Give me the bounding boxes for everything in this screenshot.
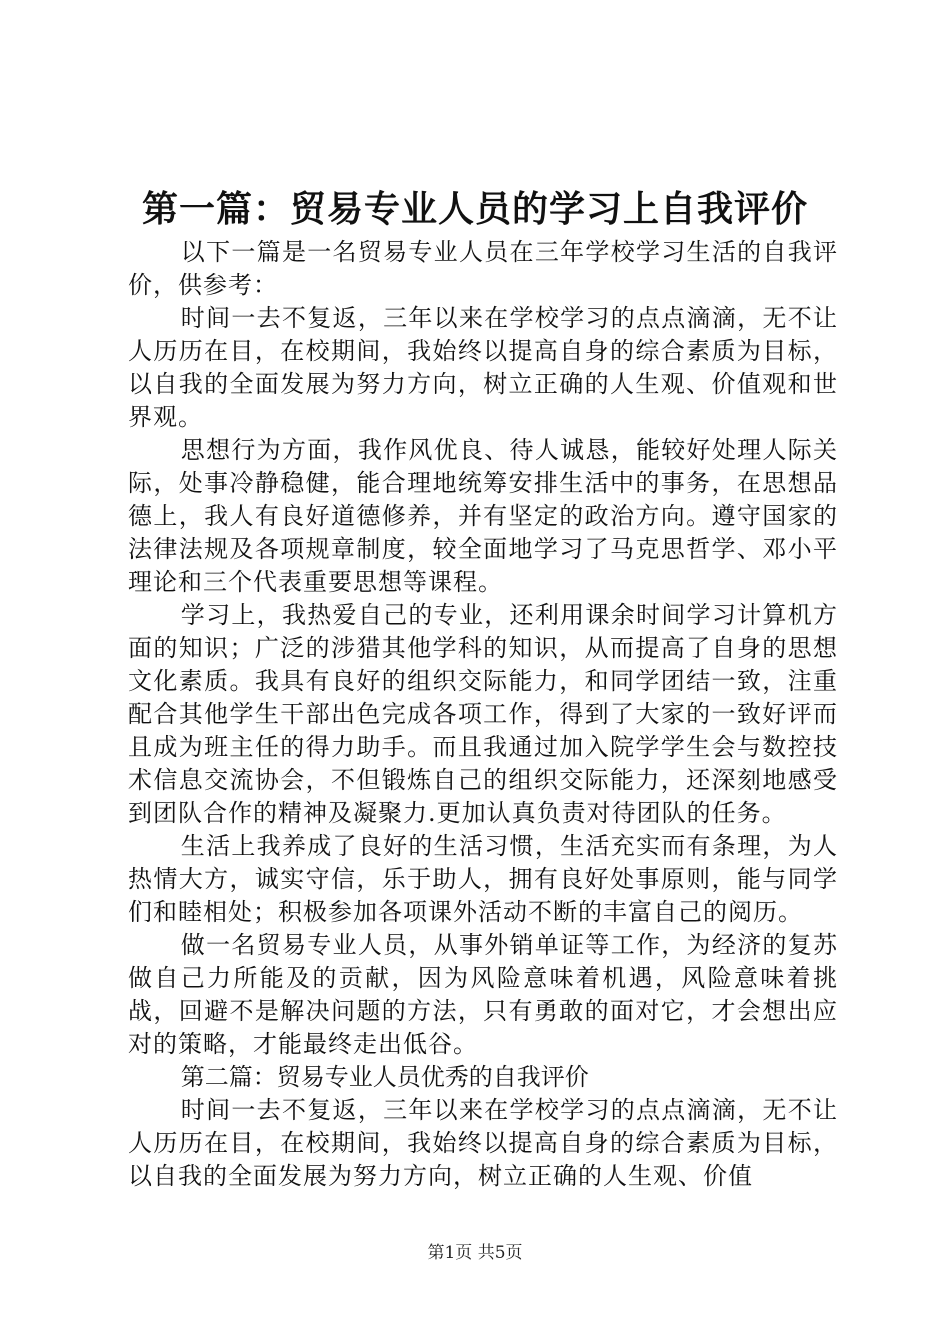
document-body: [128, 236, 838, 1193]
document-title: 第一篇：贸易专业人员的学习上自我评价: [141, 188, 808, 230]
paragraph-time: 时间一去不复返，三年以来在学校学习的点点滴滴，无不让人历历在目，在校期间，我始终以提高自身的综合素质为目标，以自我的全面发展为努力方向，树立正确的人生观、价值观和世界观。: [128, 304, 838, 431]
paragraph-thought: 思想行为方面，我作风优良、待人诚恳，能较好处理人际关际，处事冷静稳健，能合理地统筹安排生活中的事务，在思想品德上，我人有良好道德修养，并有坚定的政治方向。遵守国家的法律法规及各项规章制度，较全面地学习了马克思哲学、邓小平理论和三个代表重要思想等课程。: [128, 436, 838, 596]
section-two-heading: 第二篇：贸易专业人员优秀的自我评价: [180, 1063, 589, 1091]
paragraph-study: 学习上，我热爱自己的专业，还利用课余时间学习计算机方面的知识；广泛的涉猎其他学科的知识，从而提高了自身的思想文化素质。我具有良好的组织交际能力，和同学团结一致，注重配合其他学生干部出色完成各项工作，得到了大家的一致好评而且成为班主任的得力助手。而且我通过加入院学学生会与数控技术信息交流协会，不但锻炼自己的组织交际能力，还深刻地感受到团队合作的精神及凝聚力.更加认真负责对待团队的任务。: [128, 601, 838, 827]
section-two-paragraph: 时间一去不复返，三年以来在学校学习的点点滴滴，无不让人历历在目，在校期间，我始终以提高自身的综合素质为目标，以自我的全面发展为努力方向，树立正确的人生观、价值: [128, 1096, 838, 1190]
page-number-footer: 第1页 共5页: [427, 1243, 523, 1263]
intro-paragraph: 以下一篇是一名贸易专业人员在三年学校学习生活的自我评价，供参考：: [128, 238, 838, 299]
paragraph-career: 做一名贸易专业人员，从事外销单证等工作，为经济的复苏做自己力所能及的贡献，因为风险意味着机遇，风险意味着挑战，回避不是解决问题的方法，只有勇敢的面对它，才会想出应对的策略，才能最终走出低谷。: [128, 931, 838, 1058]
paragraph-life: 生活上我养成了良好的生活习惯，生活充实而有条理，为人热情大方，诚实守信，乐于助人，拥有良好处事原则，能与同学们和睦相处；积极参加各项课外活动不断的丰富自己的阅历。: [128, 832, 838, 926]
